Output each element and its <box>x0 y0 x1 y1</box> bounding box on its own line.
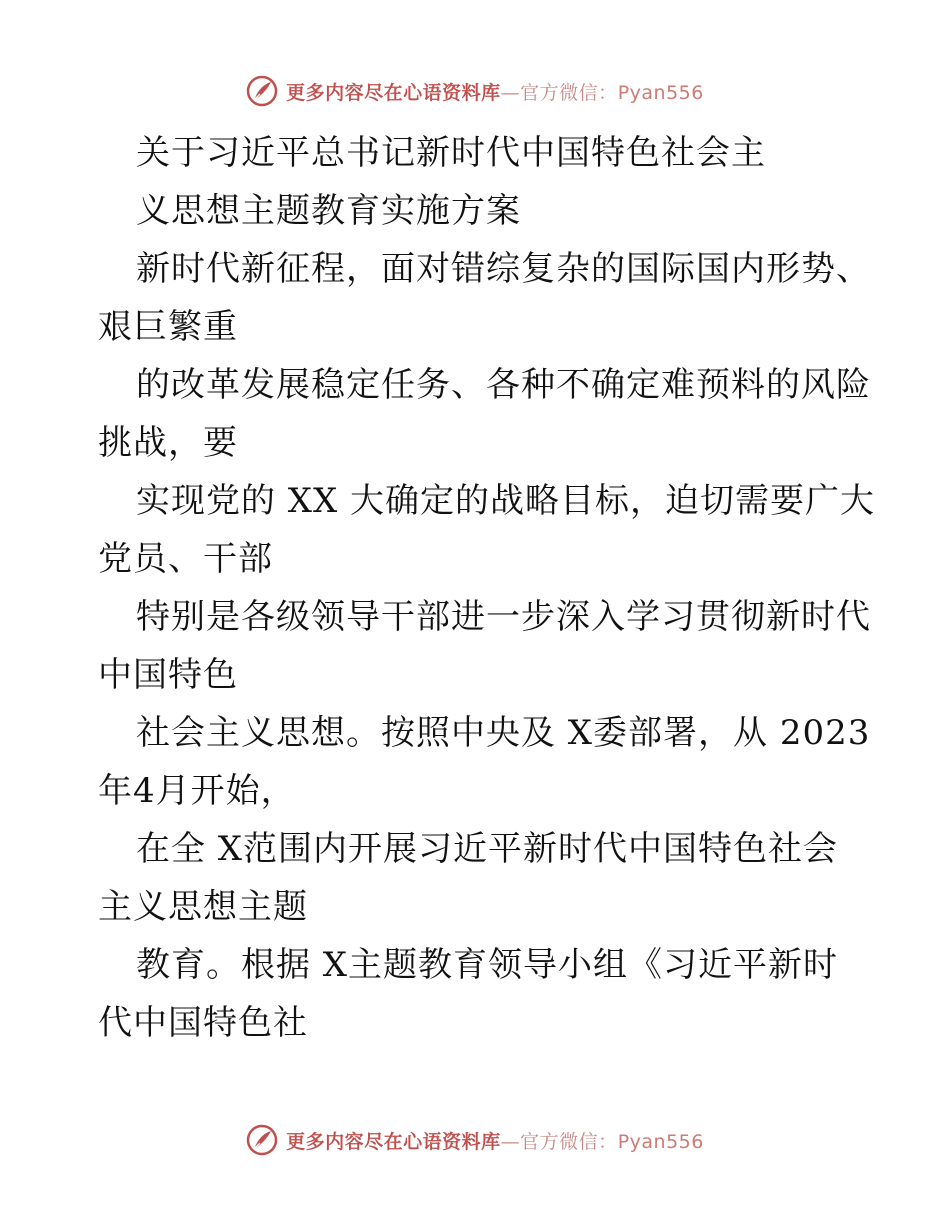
paragraph-line: 在全 X范围内开展习近平新时代中国特色社会 <box>136 829 839 869</box>
watermark-site-text: 更多内容尽在心语资料库 <box>286 1130 501 1153</box>
footer-watermark <box>0 1120 950 1160</box>
paragraph-line: 的改革发展稳定任务、各种不确定难预料的风险 <box>136 365 871 405</box>
paragraph-line: 教育。根据 X主题教育领导小组《习近平新时 <box>136 945 839 985</box>
paragraph-line: 代中国特色社 <box>98 1003 308 1043</box>
paragraph-line: 实现党的 XX 大确定的战略目标，迫切需要广大 <box>136 481 876 521</box>
paragraph-line: 特别是各级领导干部进一步深入学习贯彻新时代 <box>136 597 871 637</box>
paragraph-line: 年4月开始， <box>98 771 296 811</box>
watermark-official-label: 官方微信： <box>520 1130 618 1153</box>
watermark-wechat-id: Pyan556 <box>617 1130 704 1153</box>
watermark-text <box>286 1127 704 1154</box>
watermark-site-text: 更多内容尽在心语资料库 <box>286 81 501 104</box>
watermark-wechat-id: Pyan556 <box>617 81 704 104</box>
watermark-separator: — <box>500 81 521 104</box>
paragraph-line: 艰巨繁重 <box>98 307 238 347</box>
quill-pen-logo-icon <box>246 75 278 107</box>
paragraph-line: 挑战，要 <box>98 423 238 463</box>
paragraph-line: 中国特色 <box>98 655 238 695</box>
document-title-line-1: 关于习近平总书记新时代中国特色社会主 <box>136 133 766 173</box>
document-body <box>98 124 876 1052</box>
watermark-official-label: 官方微信： <box>520 81 618 104</box>
quill-pen-logo-icon <box>246 1124 278 1156</box>
paragraph-line: 社会主义思想。按照中央及 X委部署，从 2023 <box>136 713 871 753</box>
paragraph-line: 主义思想主题 <box>98 887 308 927</box>
header-watermark <box>0 71 950 111</box>
watermark-text <box>286 78 704 105</box>
paragraph-line: 党员、干部 <box>98 539 273 579</box>
watermark-separator: — <box>500 1130 521 1153</box>
document-title-line-2: 义思想主题教育实施方案 <box>136 191 521 231</box>
paragraph-line: 新时代新征程，面对错综复杂的国际国内形势、 <box>136 249 871 289</box>
